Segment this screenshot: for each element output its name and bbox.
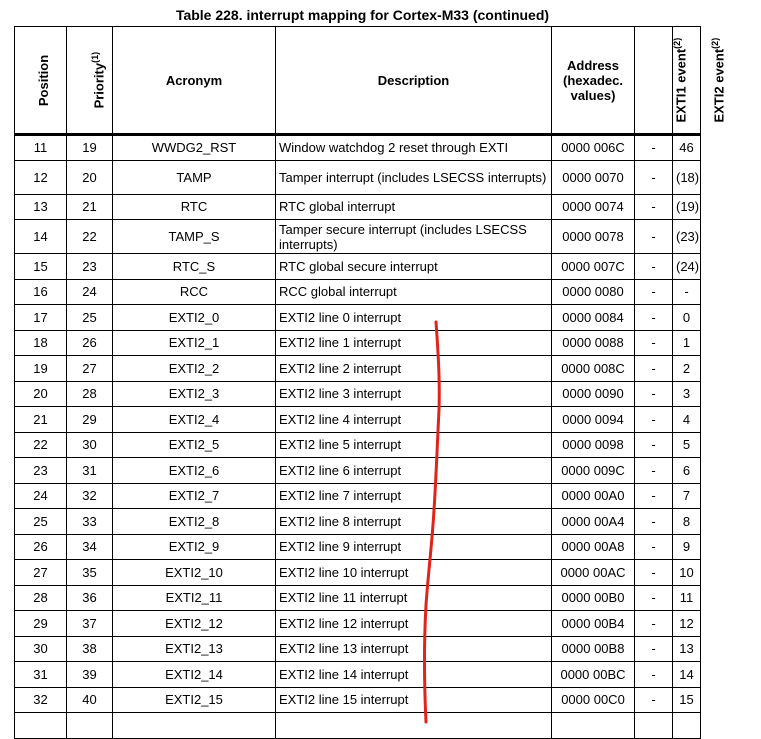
- cell-exti1-event: -: [635, 135, 673, 161]
- cell-position: 28: [15, 585, 67, 611]
- cell-priority: 26: [67, 330, 113, 356]
- cell-description: EXTI2 line 4 interrupt: [276, 407, 552, 433]
- header-exti1-footnote: (2): [672, 37, 683, 49]
- cell-priority: 21: [67, 194, 113, 220]
- cell-exti2-event: 15: [673, 687, 701, 713]
- cell-acronym: EXTI2_3: [113, 381, 276, 407]
- cell-exti2-event: 5: [673, 432, 701, 458]
- cell-description: RTC global interrupt: [276, 194, 552, 220]
- header-priority: [67, 27, 113, 135]
- cell-exti1-event: -: [635, 509, 673, 535]
- table-row: [15, 356, 701, 382]
- cell-description: Tamper interrupt (includes LSECSS interrupts): [276, 160, 552, 194]
- cell-acronym: RTC_S: [113, 254, 276, 280]
- table-row: [15, 432, 701, 458]
- cell-acronym: WWDG2_RST: [113, 135, 276, 161]
- cell-description: EXTI2 line 0 interrupt: [276, 305, 552, 331]
- cutoff-cell: [67, 713, 113, 739]
- header-position-label: Position: [36, 54, 52, 106]
- header-exti1-label: EXTI1 event: [673, 48, 689, 123]
- cell-position: 18: [15, 330, 67, 356]
- cell-exti1-event: -: [635, 407, 673, 433]
- cell-exti1-event: -: [635, 381, 673, 407]
- header-position: [15, 27, 67, 135]
- cutoff-cell: [673, 713, 701, 739]
- cell-address: 0000 008C: [552, 356, 635, 382]
- cell-acronym: TAMP: [113, 160, 276, 194]
- cell-position: 29: [15, 611, 67, 637]
- cutoff-cell: [635, 713, 673, 739]
- cell-address: 0000 0084: [552, 305, 635, 331]
- table-row: [15, 330, 701, 356]
- cell-acronym: EXTI2_8: [113, 509, 276, 535]
- cell-position: 32: [15, 687, 67, 713]
- cell-acronym: EXTI2_4: [113, 407, 276, 433]
- table-row: [15, 279, 701, 305]
- cutoff-cell: [552, 713, 635, 739]
- cell-description: EXTI2 line 10 interrupt: [276, 560, 552, 586]
- cell-description: RCC global interrupt: [276, 279, 552, 305]
- header-priority-label: Priority: [91, 62, 107, 109]
- header-exti2-label: EXTI2 event: [711, 48, 727, 123]
- cell-position: 19: [15, 356, 67, 382]
- cell-address: 0000 00BC: [552, 662, 635, 688]
- table-row: [15, 483, 701, 509]
- table-row: [15, 305, 701, 331]
- cell-priority: 31: [67, 458, 113, 484]
- table-body: [15, 135, 701, 739]
- cell-exti2-event: 12: [673, 611, 701, 637]
- cutoff-cell: [113, 713, 276, 739]
- cell-exti1-event: -: [635, 305, 673, 331]
- header-address-line3: values): [570, 87, 616, 103]
- cell-exti1-event: -: [635, 585, 673, 611]
- cell-exti2-event: 14: [673, 662, 701, 688]
- cell-acronym: EXTI2_14: [113, 662, 276, 688]
- header-address-line2: (hexadec.: [563, 72, 623, 88]
- cell-priority: 23: [67, 254, 113, 280]
- cell-priority: 24: [67, 279, 113, 305]
- cell-priority: 39: [67, 662, 113, 688]
- cell-description: EXTI2 line 2 interrupt: [276, 356, 552, 382]
- cell-position: 14: [15, 220, 67, 254]
- cell-priority: 27: [67, 356, 113, 382]
- cell-address: 0000 00B4: [552, 611, 635, 637]
- cell-position: 26: [15, 534, 67, 560]
- cell-priority: 28: [67, 381, 113, 407]
- cell-exti1-event: -: [635, 356, 673, 382]
- cell-exti2-event: 3: [673, 381, 701, 407]
- cell-position: 12: [15, 160, 67, 194]
- cell-address: 0000 00AC: [552, 560, 635, 586]
- cell-address: 0000 00B8: [552, 636, 635, 662]
- cell-priority: 36: [67, 585, 113, 611]
- table-row: [15, 220, 701, 254]
- cell-address: 0000 0098: [552, 432, 635, 458]
- cell-exti1-event: -: [635, 636, 673, 662]
- cell-description: Window watchdog 2 reset through EXTI: [276, 135, 552, 161]
- cell-description: EXTI2 line 5 interrupt: [276, 432, 552, 458]
- cell-exti1-event: -: [635, 611, 673, 637]
- cell-position: 15: [15, 254, 67, 280]
- cell-priority: 29: [67, 407, 113, 433]
- cell-address: 0000 00A4: [552, 509, 635, 535]
- cell-exti1-event: -: [635, 687, 673, 713]
- cell-description: EXTI2 line 6 interrupt: [276, 458, 552, 484]
- cell-exti2-event: 46: [673, 135, 701, 161]
- cell-exti2-event: -: [673, 279, 701, 305]
- cell-acronym: EXTI2_11: [113, 585, 276, 611]
- cell-exti1-event: -: [635, 194, 673, 220]
- cell-address: 0000 00C0: [552, 687, 635, 713]
- cell-acronym: EXTI2_15: [113, 687, 276, 713]
- header-address-line1: Address: [566, 57, 620, 73]
- cutoff-cell: [15, 713, 67, 739]
- table-row: [15, 636, 701, 662]
- table-row: [15, 254, 701, 280]
- cell-exti1-event: -: [635, 160, 673, 194]
- table-caption: Table 228. interrupt mapping for Cortex-M33 (continued): [175, 7, 550, 23]
- cell-address: 0000 006C: [552, 135, 635, 161]
- cell-exti2-event: 2: [673, 356, 701, 382]
- cell-address: 0000 00A0: [552, 483, 635, 509]
- table-row-cutoff: [15, 713, 701, 739]
- table-row: [15, 534, 701, 560]
- table-row: [15, 509, 701, 535]
- cell-priority: 22: [67, 220, 113, 254]
- table-row: [15, 611, 701, 637]
- cell-exti2-event: 1: [673, 330, 701, 356]
- cell-address: 0000 0070: [552, 160, 635, 194]
- cell-address: 0000 00B0: [552, 585, 635, 611]
- cell-address: 0000 009C: [552, 458, 635, 484]
- cell-position: 25: [15, 509, 67, 535]
- cell-exti2-event: (24): [673, 254, 701, 280]
- cell-address: 0000 0088: [552, 330, 635, 356]
- table-row: [15, 662, 701, 688]
- cell-description: EXTI2 line 11 interrupt: [276, 585, 552, 611]
- cell-description: EXTI2 line 12 interrupt: [276, 611, 552, 637]
- cell-description: EXTI2 line 1 interrupt: [276, 330, 552, 356]
- cell-priority: 32: [67, 483, 113, 509]
- header-description: Description: [276, 27, 552, 135]
- header-exti1: [635, 27, 689, 135]
- cell-acronym: RTC: [113, 194, 276, 220]
- cutoff-cell: [276, 713, 552, 739]
- table-row: [15, 160, 701, 194]
- cell-priority: 38: [67, 636, 113, 662]
- cell-acronym: EXTI2_13: [113, 636, 276, 662]
- cell-address: 0000 0080: [552, 279, 635, 305]
- cell-exti2-event: (23): [673, 220, 701, 254]
- cell-exti1-event: -: [635, 560, 673, 586]
- cell-exti2-event: 13: [673, 636, 701, 662]
- cell-description: RTC global secure interrupt: [276, 254, 552, 280]
- table-row: [15, 585, 701, 611]
- cell-priority: 19: [67, 135, 113, 161]
- cell-description: Tamper secure interrupt (includes LSECSS interrupts): [276, 220, 552, 254]
- cell-description: EXTI2 line 3 interrupt: [276, 381, 552, 407]
- cell-address: 0000 00A8: [552, 534, 635, 560]
- cell-priority: 37: [67, 611, 113, 637]
- cell-description: EXTI2 line 13 interrupt: [276, 636, 552, 662]
- cell-position: 22: [15, 432, 67, 458]
- table-row: [15, 194, 701, 220]
- cell-position: 17: [15, 305, 67, 331]
- table-row: [15, 135, 701, 161]
- cell-priority: 34: [67, 534, 113, 560]
- cell-exti2-event: 10: [673, 560, 701, 586]
- cell-position: 24: [15, 483, 67, 509]
- cell-exti1-event: -: [635, 254, 673, 280]
- cell-acronym: EXTI2_1: [113, 330, 276, 356]
- cell-exti1-event: -: [635, 534, 673, 560]
- cell-exti2-event: (19): [673, 194, 701, 220]
- cell-exti1-event: -: [635, 330, 673, 356]
- cell-exti2-event: 11: [673, 585, 701, 611]
- cell-acronym: RCC: [113, 279, 276, 305]
- interrupt-mapping-table: [14, 26, 727, 739]
- cell-exti2-event: 9: [673, 534, 701, 560]
- cell-address: 0000 0074: [552, 194, 635, 220]
- cell-acronym: EXTI2_7: [113, 483, 276, 509]
- cell-acronym: EXTI2_0: [113, 305, 276, 331]
- cell-position: 16: [15, 279, 67, 305]
- cell-exti1-event: -: [635, 483, 673, 509]
- cell-position: 20: [15, 381, 67, 407]
- table-row: [15, 458, 701, 484]
- header-acronym: Acronym: [113, 27, 276, 135]
- cell-exti1-event: -: [635, 432, 673, 458]
- cell-exti2-event: 0: [673, 305, 701, 331]
- cell-position: 30: [15, 636, 67, 662]
- cell-description: EXTI2 line 14 interrupt: [276, 662, 552, 688]
- header-priority-footnote: (1): [90, 51, 101, 63]
- cell-position: 31: [15, 662, 67, 688]
- table-row: [15, 687, 701, 713]
- cell-priority: 33: [67, 509, 113, 535]
- cell-address: 0000 007C: [552, 254, 635, 280]
- cell-acronym: EXTI2_12: [113, 611, 276, 637]
- cell-exti2-event: 4: [673, 407, 701, 433]
- cell-address: 0000 0094: [552, 407, 635, 433]
- cell-exti1-event: -: [635, 662, 673, 688]
- cell-acronym: EXTI2_5: [113, 432, 276, 458]
- cell-exti1-event: -: [635, 220, 673, 254]
- cell-position: 11: [15, 135, 67, 161]
- cell-acronym: EXTI2_9: [113, 534, 276, 560]
- cell-acronym: EXTI2_10: [113, 560, 276, 586]
- cell-position: 13: [15, 194, 67, 220]
- cell-exti1-event: -: [635, 458, 673, 484]
- cell-position: 27: [15, 560, 67, 586]
- cell-address: 0000 0078: [552, 220, 635, 254]
- cell-priority: 40: [67, 687, 113, 713]
- cell-priority: 35: [67, 560, 113, 586]
- cell-exti2-event: (18): [673, 160, 701, 194]
- cell-priority: 25: [67, 305, 113, 331]
- cell-position: 23: [15, 458, 67, 484]
- table-row: [15, 560, 701, 586]
- cell-description: EXTI2 line 15 interrupt: [276, 687, 552, 713]
- table-row: [15, 381, 701, 407]
- header-row: [15, 27, 701, 135]
- header-address: [552, 27, 635, 135]
- cell-exti2-event: 7: [673, 483, 701, 509]
- cell-priority: 20: [67, 160, 113, 194]
- cell-position: 21: [15, 407, 67, 433]
- cell-description: EXTI2 line 9 interrupt: [276, 534, 552, 560]
- table-row: [15, 407, 701, 433]
- cell-exti2-event: 6: [673, 458, 701, 484]
- cell-priority: 30: [67, 432, 113, 458]
- cell-acronym: EXTI2_2: [113, 356, 276, 382]
- cell-description: EXTI2 line 8 interrupt: [276, 509, 552, 535]
- cell-exti2-event: 8: [673, 509, 701, 535]
- cell-acronym: TAMP_S: [113, 220, 276, 254]
- cell-exti1-event: -: [635, 279, 673, 305]
- header-exti2-footnote: (2): [710, 37, 721, 49]
- cell-address: 0000 0090: [552, 381, 635, 407]
- cell-acronym: EXTI2_6: [113, 458, 276, 484]
- cell-description: EXTI2 line 7 interrupt: [276, 483, 552, 509]
